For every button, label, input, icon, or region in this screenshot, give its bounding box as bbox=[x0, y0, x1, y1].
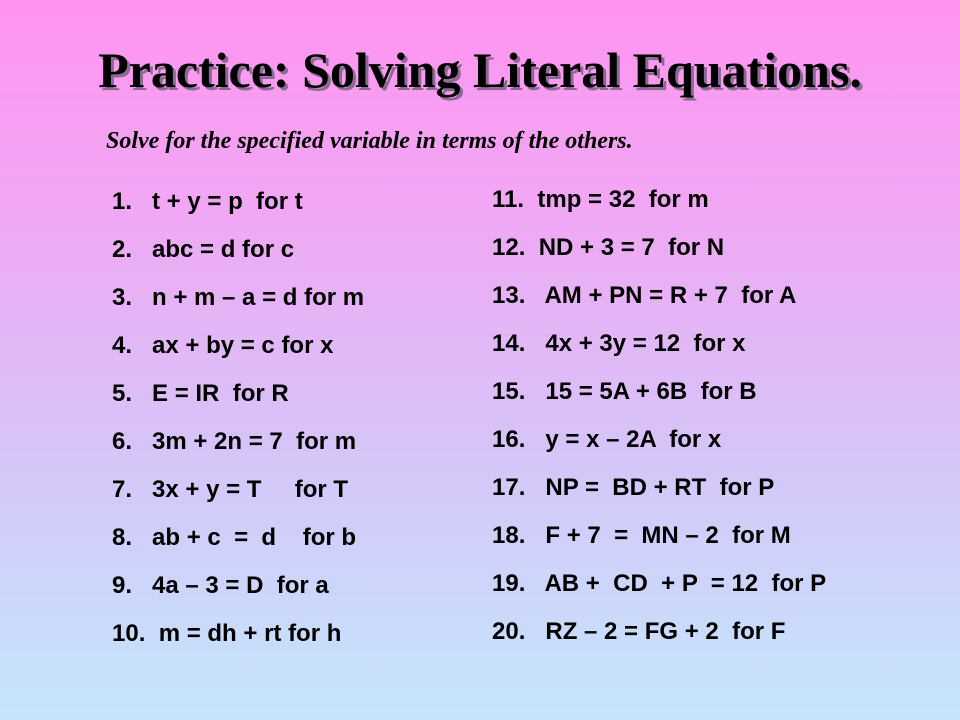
problem-item: 7. 3x + y = T for T bbox=[112, 476, 349, 503]
slide-subtitle: Solve for the specified variable in terms of the others. bbox=[106, 128, 633, 154]
problem-item: 9. 4a – 3 = D for a bbox=[112, 572, 329, 599]
problem-item: 8. ab + c = d for b bbox=[112, 524, 357, 551]
problem-item: 3. n + m – a = d for m bbox=[112, 284, 365, 311]
problem-item: 20. RZ – 2 = FG + 2 for F bbox=[492, 618, 786, 645]
problem-item: 15. 15 = 5A + 6B for B bbox=[492, 378, 757, 405]
problem-item: 17. NP = BD + RT for P bbox=[492, 474, 775, 501]
slide-title: Practice: Solving Literal Equations. bbox=[98, 42, 862, 98]
problem-item: 2. abc = d for c bbox=[112, 236, 295, 263]
problem-item: 5. E = IR for R bbox=[112, 380, 289, 407]
problem-item: 1. t + y = p for t bbox=[112, 188, 303, 215]
problem-item: 16. y = x – 2A for x bbox=[492, 426, 722, 453]
problem-item: 6. 3m + 2n = 7 for m bbox=[112, 428, 357, 455]
problem-item: 11. tmp = 32 for m bbox=[492, 186, 709, 213]
problem-item: 12. ND + 3 = 7 for N bbox=[492, 234, 725, 261]
problem-list-right bbox=[492, 180, 826, 660]
problem-item: 19. AB + CD + P = 12 for P bbox=[492, 570, 827, 597]
problem-item: 18. F + 7 = MN – 2 for M bbox=[492, 522, 791, 549]
problem-item: 13. AM + PN = R + 7 for A bbox=[492, 282, 797, 309]
problem-list-left bbox=[112, 182, 364, 662]
problem-item: 14. 4x + 3y = 12 for x bbox=[492, 330, 746, 357]
problem-item: 10. m = dh + rt for h bbox=[112, 620, 342, 647]
problem-item: 4. ax + by = c for x bbox=[112, 332, 334, 359]
